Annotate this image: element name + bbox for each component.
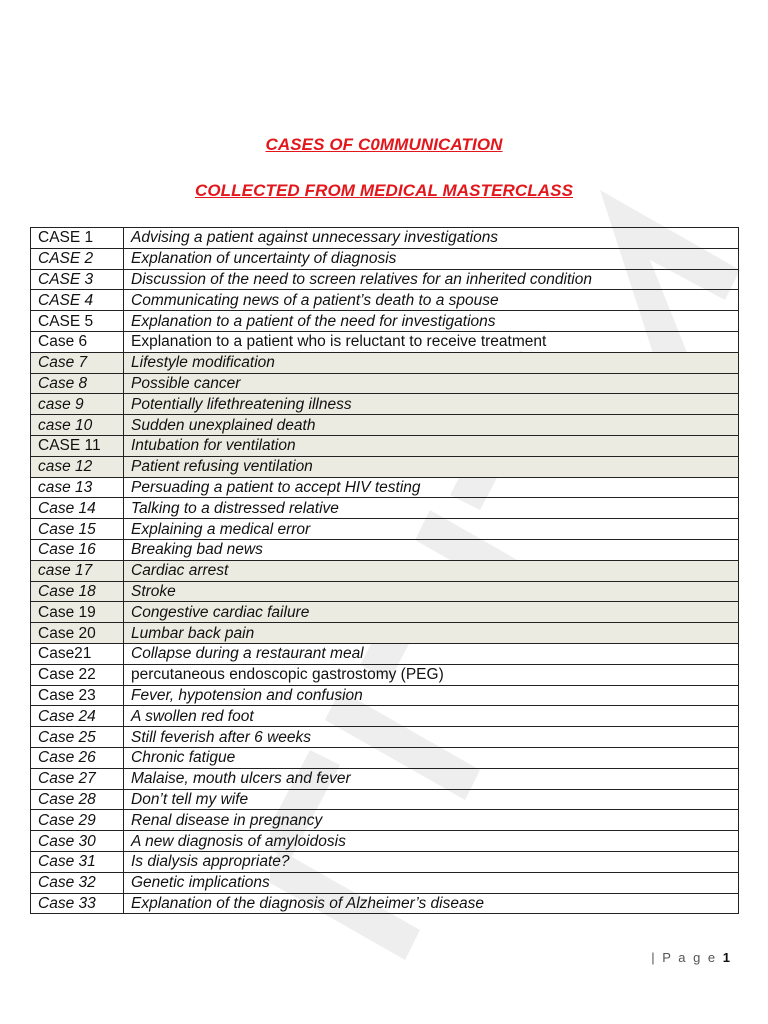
- table-row: [31, 685, 739, 706]
- table-row: [31, 477, 739, 498]
- case-topic: percutaneous endoscopic gastrostomy (PEG): [124, 664, 739, 685]
- case-label: Case21: [31, 643, 124, 664]
- case-label: Case 22: [31, 664, 124, 685]
- case-topic: Congestive cardiac failure: [124, 602, 739, 623]
- case-topic: Explaining a medical error: [124, 519, 739, 540]
- table-row: [31, 352, 739, 373]
- case-topic: Advising a patient against unnecessary investigations: [124, 228, 739, 249]
- case-topic: Patient refusing ventilation: [124, 456, 739, 477]
- case-topic: Lumbar back pain: [124, 623, 739, 644]
- case-label: case 17: [31, 560, 124, 581]
- case-topic: Collapse during a restaurant meal: [124, 643, 739, 664]
- table-row: [31, 373, 739, 394]
- case-topic: Breaking bad news: [124, 539, 739, 560]
- case-topic: Cardiac arrest: [124, 560, 739, 581]
- cases-table-body: [31, 228, 739, 914]
- case-label: Case 27: [31, 768, 124, 789]
- case-label: Case 16: [31, 539, 124, 560]
- table-row: [31, 893, 739, 914]
- case-label: case 12: [31, 456, 124, 477]
- case-label: Case 14: [31, 498, 124, 519]
- case-label: CASE 3: [31, 269, 124, 290]
- case-topic: Genetic implications: [124, 872, 739, 893]
- case-label: Case 32: [31, 872, 124, 893]
- table-row: [31, 727, 739, 748]
- case-label: Case 23: [31, 685, 124, 706]
- case-topic: Fever, hypotension and confusion: [124, 685, 739, 706]
- case-topic: Explanation of the diagnosis of Alzheimer’s disease: [124, 893, 739, 914]
- table-row: [31, 623, 739, 644]
- table-row: [31, 706, 739, 727]
- case-topic: Chronic fatigue: [124, 747, 739, 768]
- case-label: CASE 4: [31, 290, 124, 311]
- case-topic: Explanation to a patient of the need for investigations: [124, 311, 739, 332]
- case-label: CASE 1: [31, 228, 124, 249]
- case-label: Case 30: [31, 831, 124, 852]
- case-label: Case 31: [31, 851, 124, 872]
- case-label: case 9: [31, 394, 124, 415]
- table-row: [31, 519, 739, 540]
- case-label: Case 29: [31, 810, 124, 831]
- table-row: [31, 228, 739, 249]
- table-row: [31, 290, 739, 311]
- case-label: CASE 11: [31, 435, 124, 456]
- table-row: [31, 435, 739, 456]
- table-row: [31, 311, 739, 332]
- case-label: Case 15: [31, 519, 124, 540]
- table-row: [31, 643, 739, 664]
- table-row: [31, 331, 739, 352]
- table-row: [31, 851, 739, 872]
- case-topic: Don’t tell my wife: [124, 789, 739, 810]
- table-row: [31, 602, 739, 623]
- case-topic: A new diagnosis of amyloidosis: [124, 831, 739, 852]
- case-topic: Intubation for ventilation: [124, 435, 739, 456]
- case-topic: Discussion of the need to screen relatives for an inherited condition: [124, 269, 739, 290]
- table-row: [31, 269, 739, 290]
- table-row: [31, 789, 739, 810]
- table-row: [31, 810, 739, 831]
- case-topic: A swollen red foot: [124, 706, 739, 727]
- case-label: Case 26: [31, 747, 124, 768]
- case-label: Case 6: [31, 331, 124, 352]
- cases-table: [30, 227, 739, 914]
- case-topic: Malaise, mouth ulcers and fever: [124, 768, 739, 789]
- case-label: Case 28: [31, 789, 124, 810]
- case-topic: Communicating news of a patient’s death to a spouse: [124, 290, 739, 311]
- document-subtitle: COLLECTED FROM MEDICAL MASTERCLASS: [194, 181, 574, 200]
- case-topic: Explanation to a patient who is reluctant to receive treatment: [124, 331, 739, 352]
- table-row: [31, 872, 739, 893]
- table-row: [31, 664, 739, 685]
- case-topic: Sudden unexplained death: [124, 415, 739, 436]
- case-label: Case 8: [31, 373, 124, 394]
- case-topic: Potentially lifethreatening illness: [124, 394, 739, 415]
- case-label: Case 33: [31, 893, 124, 914]
- case-label: Case 24: [31, 706, 124, 727]
- table-row: [31, 539, 739, 560]
- case-topic: Still feverish after 6 weeks: [124, 727, 739, 748]
- document-title: CASES OF C0MMUNICATION: [265, 135, 503, 154]
- table-row: [31, 747, 739, 768]
- case-label: Case 20: [31, 623, 124, 644]
- case-label: Case 18: [31, 581, 124, 602]
- table-row: [31, 394, 739, 415]
- table-row: [31, 248, 739, 269]
- case-topic: Lifestyle modification: [124, 352, 739, 373]
- case-topic: Is dialysis appropriate?: [124, 851, 739, 872]
- case-label: CASE 2: [31, 248, 124, 269]
- case-label: case 10: [31, 415, 124, 436]
- page-number: 1: [722, 950, 732, 965]
- page-footer-prefix: | P a g e: [651, 950, 723, 965]
- case-label: case 13: [31, 477, 124, 498]
- table-row: [31, 498, 739, 519]
- case-topic: Possible cancer: [124, 373, 739, 394]
- case-topic: Renal disease in pregnancy: [124, 810, 739, 831]
- case-label: CASE 5: [31, 311, 124, 332]
- table-row: [31, 415, 739, 436]
- table-row: [31, 768, 739, 789]
- case-label: Case 25: [31, 727, 124, 748]
- table-row: [31, 581, 739, 602]
- case-topic: Explanation of uncertainty of diagnosis: [124, 248, 739, 269]
- table-row: [31, 560, 739, 581]
- table-row: [31, 831, 739, 852]
- case-label: Case 19: [31, 602, 124, 623]
- case-label: Case 7: [31, 352, 124, 373]
- case-topic: Stroke: [124, 581, 739, 602]
- case-topic: Persuading a patient to accept HIV testing: [124, 477, 739, 498]
- table-row: [31, 456, 739, 477]
- page-footer: [651, 950, 732, 965]
- case-topic: Talking to a distressed relative: [124, 498, 739, 519]
